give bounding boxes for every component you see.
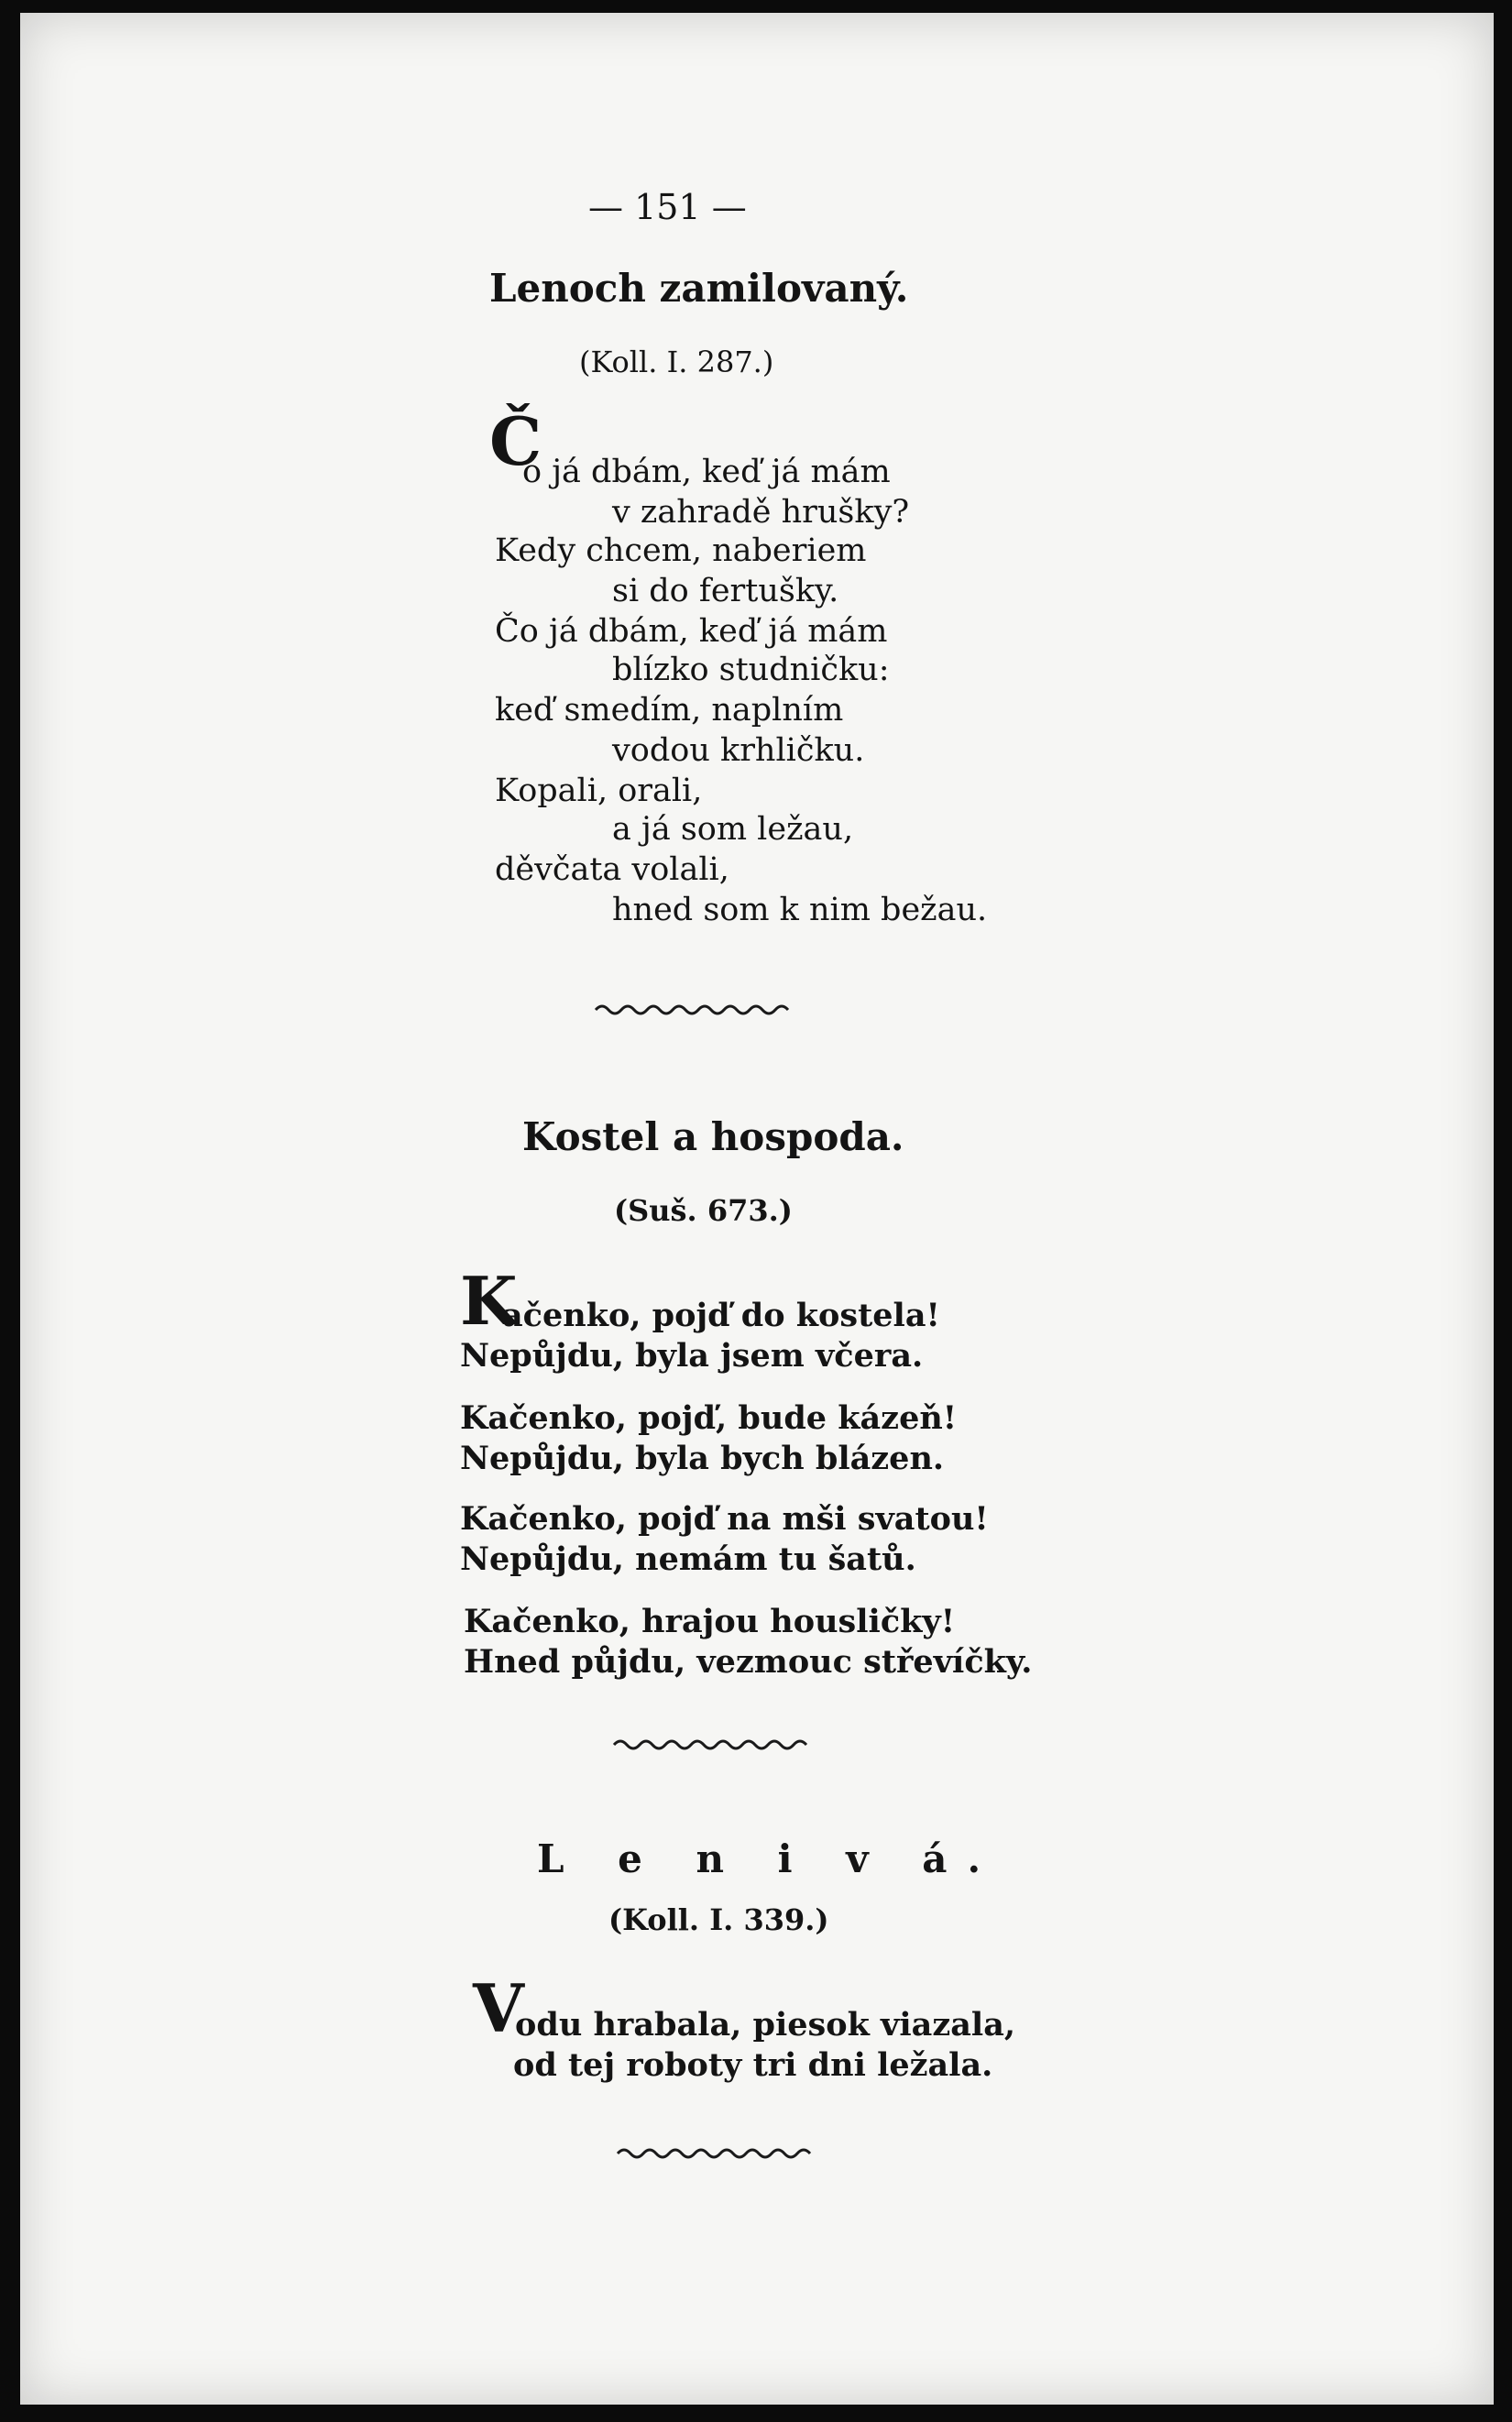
verse-line: v zahradě hrušky?	[612, 494, 910, 531]
ornament-divider	[616, 2144, 817, 2163]
poem-title-lenoch: Lenoch zamilovaný.	[489, 266, 909, 311]
verse-line: Nepůjdu, byla bych blázen.	[460, 1440, 945, 1477]
ornament-divider	[612, 1736, 814, 1754]
verse-line: děvčata volali,	[495, 851, 729, 888]
verse-line: Nepůjdu, byla jsem včera.	[460, 1337, 924, 1375]
verse-line: Hned půjdu, vezmouc střevíčky.	[464, 1643, 1033, 1681]
poem-source-lenoch: (Koll. I. 287.)	[579, 345, 774, 379]
verse-line: vodou krhličku.	[612, 732, 865, 769]
verse-line: od tej roboty tri dni ležala.	[513, 2046, 993, 2084]
book-page	[20, 13, 1494, 2405]
verse-line: Nepůjdu, nemám tu šatů.	[460, 1540, 916, 1578]
ornament-divider	[594, 1001, 795, 1019]
verse-line: Kopali, orali,	[495, 773, 703, 809]
verse-line: Kačenko, pojď, bude kázeň!	[460, 1399, 958, 1437]
verse-line: blízko studničku:	[612, 652, 890, 688]
verse-line: ačenko, pojď do kostela!	[502, 1297, 940, 1334]
poem-source-kostel: (Suš. 673.)	[614, 1193, 793, 1228]
drop-cap-k: K	[460, 1262, 518, 1340]
verse-line: Kačenko, hrajou housličky!	[464, 1603, 956, 1640]
verse-line: odu hrabala, piesok viazala,	[515, 2006, 1016, 2044]
page-number: — 151 —	[588, 187, 747, 227]
verse-line: keď smedím, naplním	[495, 692, 844, 729]
poem-title-kostel: Kostel a hospoda.	[522, 1114, 904, 1159]
verse-line: Kedy chcem, naberiem	[495, 532, 867, 569]
verse-line: o já dbám, keď já mám	[522, 454, 891, 490]
verse-line: si do fertušky.	[612, 573, 839, 609]
verse-line: a já som ležau,	[612, 811, 854, 848]
drop-cap-c: Č	[489, 402, 542, 480]
verse-line: hned som k nim bežau.	[612, 892, 988, 928]
poem-title-leniva: L e n i v á.	[537, 1836, 1002, 1881]
poem-source-leniva: (Koll. I. 339.)	[608, 1902, 829, 1937]
verse-line: Kačenko, pojď na mši svatou!	[460, 1500, 989, 1538]
verse-line: Čo já dbám, keď já mám	[495, 613, 888, 650]
drop-cap-v: V	[473, 1969, 524, 2047]
